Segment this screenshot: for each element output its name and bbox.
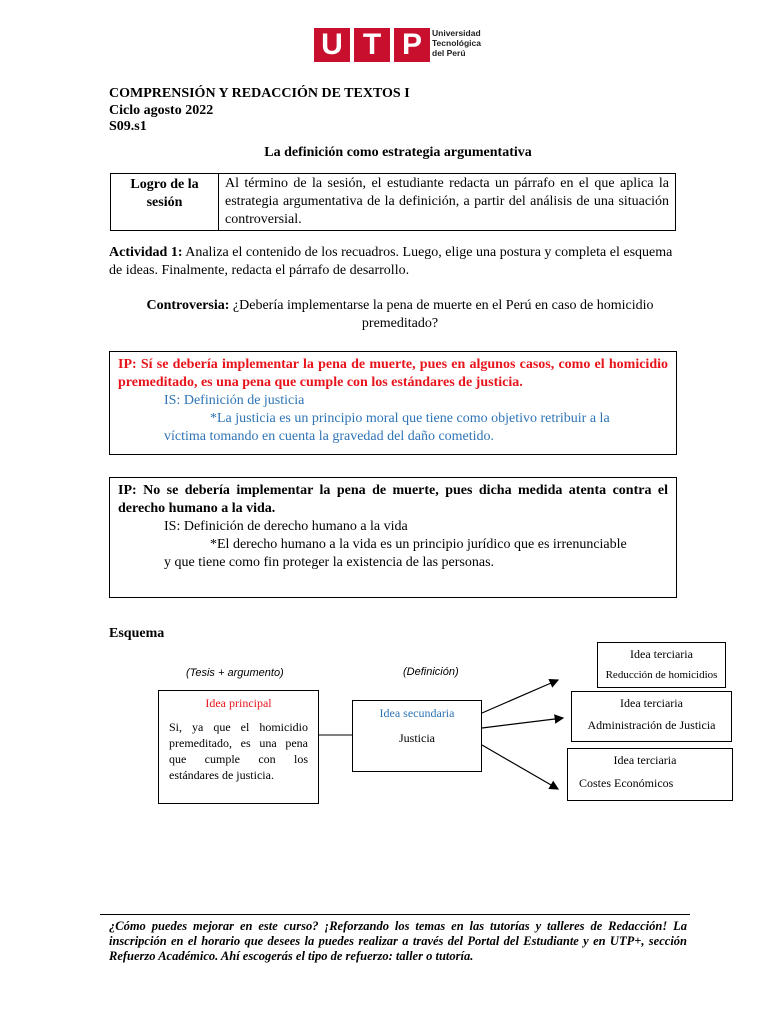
course-cycle: Ciclo agosto 2022 [109,103,214,118]
idea-principal-title: Idea principal [205,696,272,710]
session-code: S09.s1 [109,119,147,134]
logo-institution-name: Universidad Tecnológica del Perú [432,28,481,58]
detail-no-1: *El derecho humano a la vida es un principio jurídico que es irrenunciable [210,537,627,552]
footer-divider [100,914,690,915]
footer-note: ¿Cómo puedes mejorar en este curso? ¡Reforzando los temas en las tutorías y talleres de Redacción! La inscripción en el horario que desees la puedes realizar a través del Portal del Estudiante y en UTP+, sección Refuerzo Académico. Ahí escogerás el tipo de refuerzo: taller o tutoría. [109,919,687,963]
idea-terciaria-body-3: Costes Económicos [579,776,674,790]
ip-yes: IP: Sí se debería implementar la pena de muerte, pues en algunos casos, como el homicidio premeditado, es una pena que cumple con los estándares de justicia. [118,357,668,390]
logo-letter-t: T [354,28,390,62]
idea-terciaria-box-3 [567,748,733,801]
connector-arrow-tertiary-3 [482,745,558,789]
logro-text: Al término de la sesión, el estudiante redacta un párrafo en el que aplica la estrategia argumentativa de la definición, a partir del análisis de una situación controversial. [219,174,676,231]
idea-principal-body: Si, ya que el homicidio premeditado, es una pena que cumple con los estándares de justicia. [169,720,308,782]
is-no: IS: Definición de derecho humano a la vida [164,519,408,534]
logro-table [110,173,676,231]
schema-heading: Esquema [109,626,165,641]
controversy [140,297,660,333]
position-box-yes [109,351,677,455]
idea-principal-box [158,690,319,804]
utp-logo [314,26,494,66]
activity-instructions [109,244,679,280]
idea-secundaria-box [352,700,482,772]
controversy-label: Controversia: [146,298,230,313]
logo-letter-p: P [394,28,430,62]
detail-yes-1: *La justicia es un principio moral que tiene como objetivo retribuir a la [210,411,610,426]
detail-no-2: y que tiene como fin proteger la existencia de las personas. [164,555,495,570]
is-yes: IS: Definición de justicia [164,393,305,408]
connector-arrow-tertiary-1 [482,680,558,713]
logo-letter-u: U [314,28,350,62]
position-box-no [109,477,677,598]
logro-label: Logro de la sesión [111,174,219,231]
idea-terciaria-title-3: Idea terciaria [613,753,677,767]
idea-terciaria-title-1: Idea terciaria [630,647,693,661]
page-title: La definición como estrategia argumentativa [264,145,532,160]
idea-terciaria-box-2 [571,691,732,742]
idea-terciaria-body-2: Administración de Justicia [587,718,716,732]
idea-terciaria-box-1 [597,642,726,688]
activity-text: Analiza el contenido de los recuadros. Luego, elige una postura y completa el esquema de ideas. Finalmente, redacta el párrafo de desarrollo. [109,245,673,278]
idea-secundaria-body: Justicia [399,731,435,745]
idea-terciaria-title-2: Idea terciaria [620,696,683,710]
activity-label: Actividad 1: [109,245,183,260]
schema-label-definition: (Definición) [403,666,459,678]
detail-yes-2: víctima tomando en cuenta la gravedad del daño cometido. [164,429,495,444]
course-title: COMPRENSIÓN Y REDACCIÓN DE TEXTOS I [109,86,410,101]
ip-no: IP: No se debería implementar la pena de muerte, pues dicha medida atenta contra el derecho humano a la vida. [118,483,668,516]
controversy-text: ¿Debería implementarse la pena de muerte en el Perú en caso de homicidio premeditado? [229,298,654,331]
idea-secundaria-title: Idea secundaria [379,706,455,720]
connector-arrow-tertiary-2 [482,718,563,728]
schema-label-thesis: (Tesis + argumento) [186,667,284,679]
idea-terciaria-body-1: Reducción de homicidios [605,669,718,681]
